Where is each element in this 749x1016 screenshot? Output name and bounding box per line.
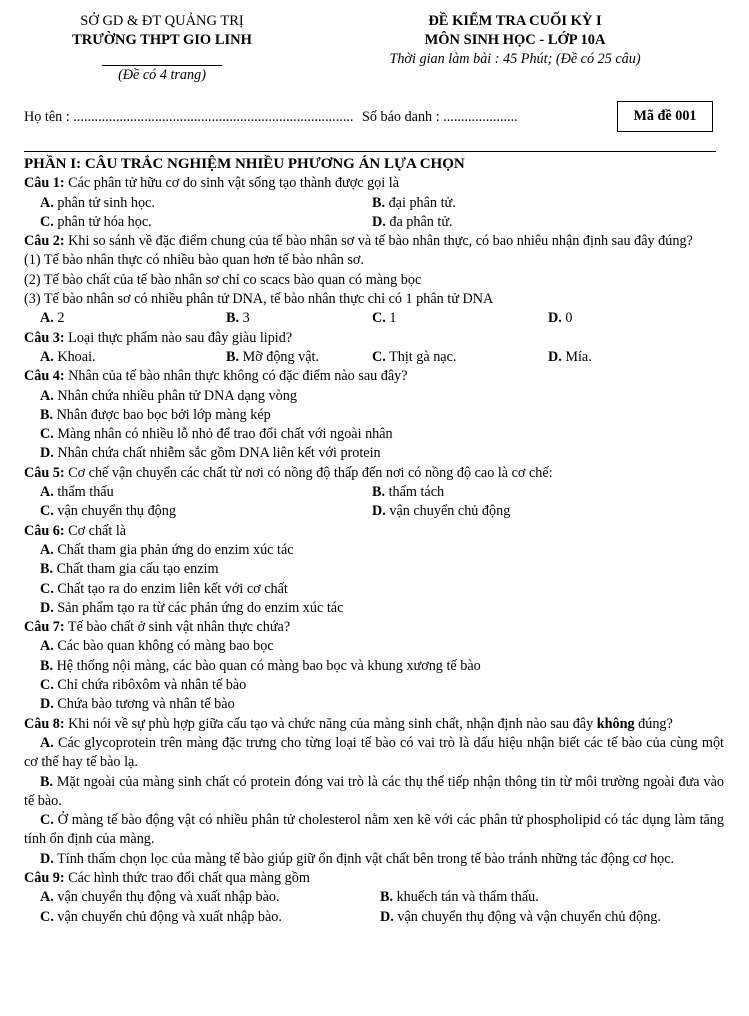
question-3: [24, 329, 724, 368]
option-d: D. 0: [548, 310, 573, 327]
question-label: Câu 1:: [24, 175, 65, 192]
option-c: C. 1: [372, 310, 397, 327]
option-c: C. phân tử hóa học.: [40, 213, 152, 230]
question-text: Khi nói về sự phù hợp giữa cấu tạo và chức năng của màng sinh chất, nhận định nào sau đây: [64, 715, 597, 732]
exam-content: [24, 155, 724, 927]
option-c: C. Thịt gà nạc.: [372, 348, 457, 365]
header-right: [345, 12, 685, 69]
options-row: [24, 194, 724, 213]
option-d: D. vận chuyển chủ động: [372, 503, 511, 520]
option-d: D. vận chuyển thụ động và vận chuyển chủ động.: [380, 908, 661, 925]
option-a: A. vận chuyển thụ động và xuất nhập bào.: [40, 889, 280, 906]
statement-1: (1) Tế bào nhân thực có nhiều bào quan hơn tế bào nhân sơ.: [24, 252, 364, 269]
question-label: Câu 4:: [24, 368, 65, 385]
question-9: [24, 869, 724, 927]
option-c: C. Chỉ chứa ribôxôm và nhân tế bào: [40, 677, 247, 694]
option-b: B. thẩm tách: [372, 484, 445, 501]
option-d: D. Tính thấm chọn lọc của màng tế bào giúp giữ ổn định vật chất bên trong tế bào tránh những tác động cơ học.: [40, 850, 675, 867]
option-a: A. phân tử sinh học.: [40, 194, 155, 211]
option-a: A. Nhân chứa nhiều phân tử DNA dạng vòng: [40, 387, 297, 404]
option-a: A. Chất tham gia phản ứng do enzim xúc tác: [40, 541, 294, 558]
question-text: Các hình thức trao đổi chất qua màng gồm: [64, 869, 310, 886]
options-row: [24, 348, 724, 367]
statement-3: (3) Tế bào nhân sơ có nhiều phân tử DNA, tế bào nhân thực chỉ có 1 phân tử DNA: [24, 291, 494, 308]
question-text: Tế bào chất ở sinh vật nhân thực chứa?: [64, 619, 291, 636]
section-title: PHẦN I: CÂU TRẮC NGHIỆM NHIỀU PHƯƠNG ÁN LỰA CHỌN: [24, 156, 465, 172]
question-text: Nhân của tế bào nhân thực không có đặc điểm nào sau đây?: [64, 368, 408, 385]
question-emphasis: không: [596, 715, 635, 732]
page-count-note: (Đề có 4 trang): [118, 67, 206, 83]
question-8: [24, 715, 724, 869]
question-7: [24, 618, 724, 714]
option-c: C. vận chuyển chủ động và xuất nhập bào.: [40, 908, 282, 925]
option-a: A. Các glycoprotein trên màng đặc trưng cho từng loại tế bào có vai trò là dấu hiệu nhận biết các tế bào của cùng một cơ thể hay tế bào lạ.: [24, 734, 724, 771]
option-a: A. Khoai.: [40, 348, 96, 365]
option-a: A. 2: [40, 310, 65, 327]
options-row: [24, 888, 724, 907]
question-label: Câu 7:: [24, 619, 65, 636]
question-text: Cơ chất là: [64, 522, 127, 539]
option-c: C. Màng nhân có nhiều lỗ nhỏ để trao đổi chất với ngoài nhân: [40, 426, 393, 443]
option-a: A. thẩm thấu: [40, 484, 114, 501]
question-label: Câu 9:: [24, 869, 65, 886]
option-c: C. Chất tạo ra do enzim liên kết với cơ chất: [40, 580, 288, 597]
question-5: [24, 464, 724, 522]
question-1: [24, 174, 724, 232]
exam-title: ĐỀ KIỂM TRA CUỐI KỲ I: [428, 13, 602, 29]
question-text: Khi so sánh về đặc điểm chung của tế bào nhân sơ và tế bào nhân thực, có bao nhiêu nhận định sau đây đúng?: [64, 233, 693, 250]
option-b: B. 3: [226, 310, 250, 327]
options-row: [24, 309, 724, 328]
option-d: D. Chứa bào tương và nhân tế bào: [40, 696, 235, 713]
header-separator: [24, 151, 716, 152]
question-label: Câu 6:: [24, 522, 65, 539]
student-id-line: Số báo danh : .....................: [362, 109, 518, 125]
option-a: A. Các bào quan không có màng bao bọc: [40, 638, 274, 655]
header-left: [22, 12, 302, 85]
option-c: C. Ở màng tế bào động vật có nhiều phân tử cholesterol nằm xen kẽ với các phân tử phospholipid có tác dụng làm tăng tính ổn định của màng.: [24, 812, 724, 848]
exam-subject: MÔN SINH HỌC - LỚP 10A: [424, 32, 606, 48]
options-row: [24, 483, 724, 502]
option-b: B. Mỡ động vật.: [226, 348, 320, 365]
option-d: D. đa phân tử.: [372, 213, 453, 230]
option-d: D. Mía.: [548, 348, 592, 365]
question-label: Câu 2:: [24, 233, 65, 250]
option-d: D. Sản phẩm tạo ra từ các phản ứng do enzim xúc tác: [40, 599, 344, 616]
question-6: [24, 522, 724, 618]
options-row: [24, 908, 724, 927]
exam-code-box: Mã đề 001: [617, 101, 713, 132]
question-text: Loại thực phẩm nào sau đây giàu lipid?: [64, 329, 293, 346]
exam-time: Thời gian làm bài : 45 Phút; (Đề có 25 câu): [389, 51, 641, 67]
question-text-end: đúng?: [634, 715, 673, 732]
question-label: Câu 8:: [24, 715, 65, 732]
options-row: [24, 213, 724, 232]
statement-2: (2) Tế bào chất của tế bào nhân sơ chỉ co scacs bào quan có màng bọc: [24, 271, 422, 288]
school-name: TRƯỜNG THPT GIO LINH: [72, 32, 252, 48]
question-text: Cơ chế vận chuyển các chất từ nơi có nồng độ thấp đến nơi có nồng độ cao là cơ chế:: [64, 464, 553, 481]
question-2: [24, 232, 724, 328]
question-label: Câu 3:: [24, 329, 65, 346]
option-b: B. Chất tham gia cấu tạo enzim: [40, 561, 219, 578]
question-label: Câu 5:: [24, 464, 65, 481]
option-b: B. khuếch tán và thẩm thấu.: [380, 889, 539, 906]
options-row: [24, 502, 724, 521]
question-4: [24, 367, 724, 463]
option-d: D. Nhân chứa chất nhiễm sắc gồm DNA liên kết với protein: [40, 445, 381, 462]
option-b: B. Hệ thống nội màng, các bào quan có màng bao bọc và khung xương tế bào: [40, 657, 481, 674]
student-name-line: Họ tên : ...............................................................................: [24, 109, 354, 125]
option-c: C. vận chuyển thụ động: [40, 503, 176, 520]
question-text: Các phân tử hữu cơ do sinh vật sống tạo thành được gọi là: [64, 175, 399, 192]
option-b: B. Mặt ngoài của màng sinh chất có protein đóng vai trò là các thụ thể tiếp nhận thông tin từ môi trường ngoài đưa vào tế bào.: [24, 773, 724, 809]
option-b: B. Nhân được bao bọc bởi lớp màng kép: [40, 406, 271, 423]
department-name: SỞ GD & ĐT QUẢNG TRỊ: [80, 13, 244, 29]
option-b: B. đại phân tử.: [372, 194, 456, 211]
